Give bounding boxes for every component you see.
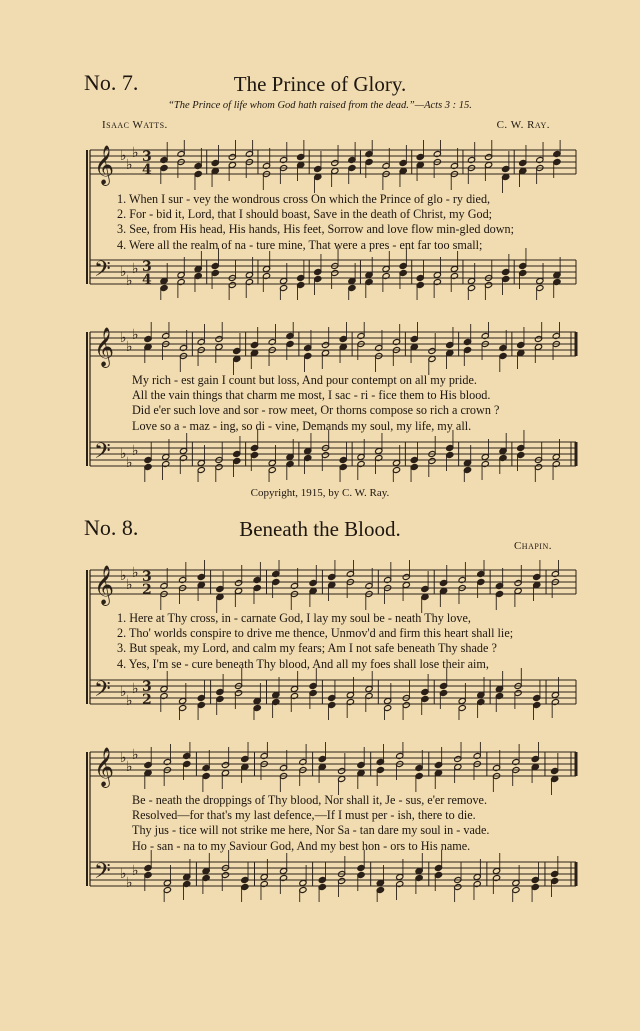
lyric-line: Ho - san - na to my Saviour God, And my best hon - ors to His name. xyxy=(132,838,471,853)
flat-icon: ♭ xyxy=(132,565,139,581)
flat-icon: ♭ xyxy=(120,264,127,280)
bass-clef-icon: 𝄢 xyxy=(94,859,111,889)
flat-icon: ♭ xyxy=(126,759,133,775)
lyric-line: 4. Were all the realm of na - ture mine, That were a pres - ent far too small; xyxy=(117,237,483,252)
flat-icon: ♭ xyxy=(132,443,139,459)
bass-clef-icon: 𝄢 xyxy=(94,439,111,469)
treble-clef-icon: 𝄞 xyxy=(94,565,115,605)
lyrics-block xyxy=(117,611,513,672)
flat-icon: ♭ xyxy=(126,455,133,471)
lyric-line: 1. Here at Thy cross, in - carnate God, I lay my soul be - neath Thy love, xyxy=(117,611,471,625)
lyric-line: 2. For - bid it, Lord, that I should boast, Save in the death of Christ, my God; xyxy=(117,207,493,222)
flat-icon: ♭ xyxy=(120,684,127,700)
flat-icon: ♭ xyxy=(120,330,127,346)
lyrics-block xyxy=(117,192,514,253)
lyric-line: 2. Tho' worlds conspire to drive me thence, Unmov'd and firm this heart shall lie; xyxy=(117,626,514,641)
lyric-line: Love so a - maz - ing, so di - vine, Demands my soul, my life, my all. xyxy=(132,418,472,433)
flat-icon: ♭ xyxy=(120,750,127,766)
treble-clef-icon: 𝄞 xyxy=(94,145,115,185)
bass-clef-icon: 𝄢 xyxy=(94,677,111,707)
time-signature: 3 xyxy=(142,569,152,585)
flat-icon: ♭ xyxy=(132,327,139,343)
lyricist: Isaac Watts. xyxy=(102,119,168,131)
flat-icon: ♭ xyxy=(120,866,127,882)
hymn-number: No. 7. xyxy=(84,70,139,95)
time-signature: 2 xyxy=(142,582,152,598)
hymn-title: The Prince of Glory. xyxy=(233,72,407,96)
hymn-number: No. 8. xyxy=(84,515,139,540)
time-signature: 3 xyxy=(142,149,152,165)
flat-icon: ♭ xyxy=(132,747,139,763)
lyric-line: Thy jus - tice will not strike me here, Nor Sa - tan dare my soul in - vade. xyxy=(132,823,490,838)
bass-clef-icon: 𝄢 xyxy=(94,257,111,287)
flat-icon: ♭ xyxy=(120,446,127,462)
time-signature: 4 xyxy=(142,272,152,288)
composer: Chapin. xyxy=(513,540,552,552)
flat-icon: ♭ xyxy=(126,339,133,355)
flat-icon: ♭ xyxy=(126,577,133,593)
flat-icon: ♭ xyxy=(132,145,139,161)
lyric-line: 3. But speak, my Lord, and calm my fears; Am I not safe beneath Thy shade ? xyxy=(117,641,497,656)
lyric-line: Resolved—for that's my last defence,—If I must per - ish, there to die. xyxy=(132,808,476,823)
flat-icon: ♭ xyxy=(120,568,127,584)
hymn-title: Beneath the Blood. xyxy=(239,517,401,541)
lyrics-block xyxy=(132,793,489,854)
copyright-notice: Copyright, 1915, by C. W. Ray. xyxy=(250,487,390,499)
lyric-line: 1. When I sur - vey the wondrous cross On which the Prince of glo - ry died, xyxy=(117,192,491,206)
lyric-line: Did e'er such love and sor - row meet, Or thorns compose so rich a crown ? xyxy=(132,403,500,418)
lyric-line: 3. See, from His head, His hands, His feet, Sorrow and love flow min-gled down; xyxy=(117,222,515,237)
flat-icon: ♭ xyxy=(132,681,139,697)
flat-icon: ♭ xyxy=(126,875,133,891)
flat-icon: ♭ xyxy=(126,273,133,289)
treble-clef-icon: 𝄞 xyxy=(94,327,115,367)
flat-icon: ♭ xyxy=(132,863,139,879)
scripture-quote: “The Prince of life whom God hath raised from the dead.”—Acts 3 : 15. xyxy=(168,100,472,111)
treble-clef-icon: 𝄞 xyxy=(94,747,115,787)
time-signature: 3 xyxy=(142,259,152,275)
lyrics-block xyxy=(132,373,499,434)
flat-icon: ♭ xyxy=(126,693,133,709)
lyric-line: All the vain things that charm me most, I sac - ri - fice them to His blood. xyxy=(132,388,491,403)
flat-icon: ♭ xyxy=(132,261,139,277)
lyric-line: Be - neath the droppings of Thy blood, Nor shall it, Je - sus, e'er remove. xyxy=(132,793,487,807)
time-signature: 3 xyxy=(142,679,152,695)
flat-icon: ♭ xyxy=(126,157,133,173)
lyric-line: 4. Yes, I'm se - cure beneath Thy blood, And all my foes shall lose their aim, xyxy=(117,656,489,671)
time-signature: 2 xyxy=(142,692,152,708)
lyric-line: My rich - est gain I count but loss, And pour contempt on all my pride. xyxy=(132,373,477,387)
composer: C. W. Ray. xyxy=(496,119,550,131)
flat-icon: ♭ xyxy=(120,148,127,164)
time-signature: 4 xyxy=(142,162,152,178)
